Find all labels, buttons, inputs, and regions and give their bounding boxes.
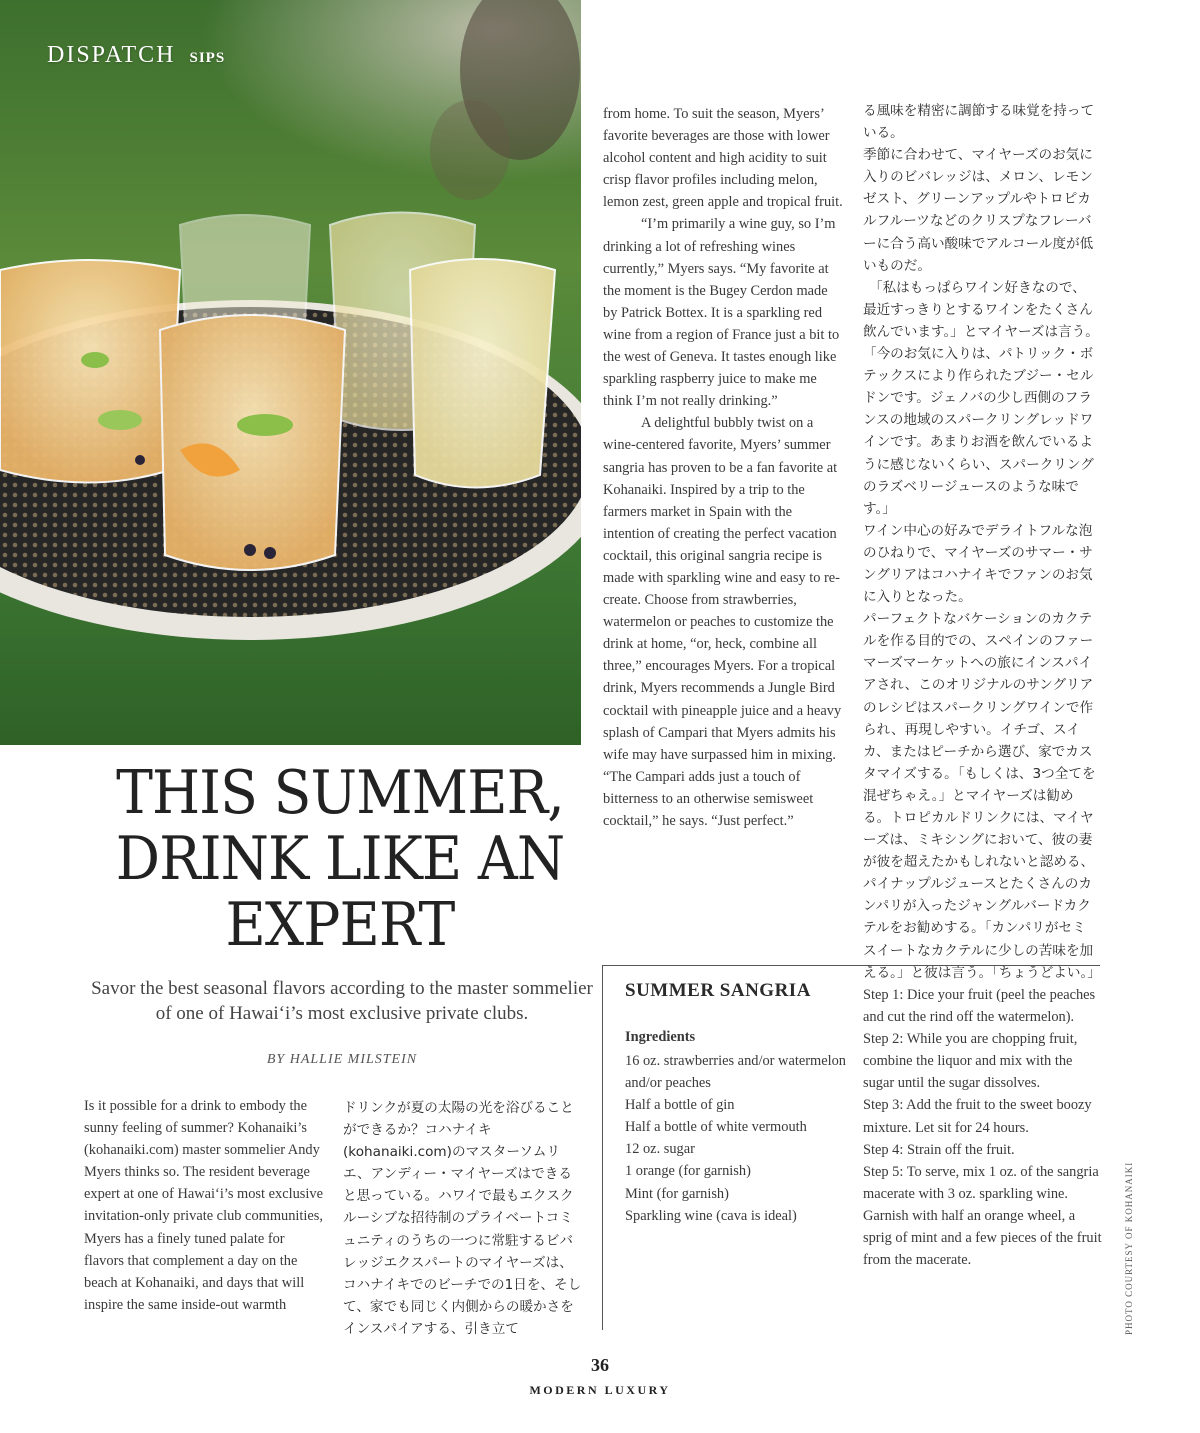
headline-line: THIS SUMMER,	[116, 758, 564, 828]
body-column-en-2	[603, 103, 843, 832]
ingredient-item: Half a bottle of gin	[625, 1097, 735, 1114]
paragraph: ワイン中心の好みでデライトフルな泡のひねりで、マイヤーズのサマー・サングリアはコハナイキでファンのお気に入りとなった。	[863, 522, 1093, 606]
headline-line: EXPERT	[225, 890, 455, 960]
article-headline	[115, 760, 566, 958]
hero-photo	[0, 0, 581, 745]
body-column-jp-2	[863, 100, 1099, 984]
headline-line: DRINK LIKE AN	[115, 824, 565, 894]
body-column-en-1	[84, 1095, 324, 1316]
recipe-title: SUMMER SANGRIA	[625, 980, 811, 1001]
ingredients-list	[625, 1050, 850, 1227]
ingredient-item: Half a bottle of white vermouth	[625, 1119, 807, 1136]
byline: BY HALLIE MILSTEIN	[266, 1052, 418, 1067]
paragraph: る風味を精密に調節する味覚を持っている。	[863, 103, 1095, 142]
ingredient-item: 16 oz. strawberries and/or watermelon and/or peaches	[625, 1053, 846, 1092]
recipe-steps	[863, 984, 1103, 1271]
paragraph: “I’m primarily a wine guy, so I’m drinking a lot of refreshing wines currently,” Myers says. “My favorite at the moment is the Bugey Cerdon made by Patrick Bottex. It is a sparkling red wine from a region of France just a bit to the west of Geneva. It tastes enough like sparkling raspberry juice to make me think I’m not really drinking.”	[603, 216, 840, 410]
paragraph: 「私はもっぱらワイン好きなので、最近すっきりとするワインをたくさん飲んでいます。」とマイヤーズは言う。「今のお気に入りは、パトリック・ボテックスにより作られたブジー・セルドンです。ジェノバの少し西側のフランスの地域のスパークリングレッドワインです。あまりお酒を飲んでいるように感じないくらい、スパークリングのラズベリージュースのような味です。」	[863, 279, 1099, 517]
recipe-step: Step 2: While you are chopping fruit, combine the liquor and mix with the sugar until the sugar dissolves.	[863, 1031, 1078, 1092]
ingredient-item: Mint (for garnish)	[625, 1185, 729, 1202]
recipe-step: Step 4: Strain off the fruit.	[863, 1141, 1015, 1158]
recipe-step: Step 1: Dice your fruit (peel the peaches and cut the rind off the watermelon).	[863, 987, 1096, 1026]
body-column-jp-1	[343, 1097, 583, 1340]
paragraph: A delightful bubbly twist on a wine-centered favorite, Myers’ summer sangria has proven to be a fan favorite at Kohanaiki. Inspired by a trip to the farmers market in Spain with the intention of creating the perfect vacation cocktail, this original sangria recipe is made with sparkling wine and easy to re-create. Choose from strawberries, watermelon or peaches to customize the drink at home, “or, heck, combine all three,” encourages Myers. For a tropical drink, Myers recommends a Jungle Bird cocktail with pineapple juice and a heavy splash of Campari that Myers admits his wife may have surpassed him in mixing. “The Campari adds just a touch of bitterness to an otherwise semisweet cocktail,” he says. “Just perfect.”	[603, 415, 842, 829]
ingredient-item: 12 oz. sugar	[625, 1141, 695, 1158]
recipe-step: Step 5: To serve, mix 1 oz. of the sangria macerate with 3 oz. sparkling wine. Garnish with half an orange wheel, a sprig of mint and a few pieces of the fruit from the macerate.	[863, 1163, 1102, 1269]
magazine-name: MODERN LUXURY	[529, 1383, 671, 1397]
recipe-box-left-rule	[602, 965, 603, 1330]
ingredients-heading: Ingredients	[625, 1029, 696, 1045]
page-number: 36	[591, 1355, 609, 1375]
paragraph: ドリンクが夏の太陽の光を浴びることができるか？コハナイキ(kohanaiki.com)のマスターソムリエ、アンディー・マイヤーズはできると思っている。ハワイで最もエクスクルーシブな招待制のプライベートコミュニティのうちの一つに常駐するビバレッジエクスパートのマイヤーズは、コハナイキでのビーチでの1日を、そして、家でも同じく内側からの暖かさをインスパイアする、引き立て	[343, 1100, 582, 1337]
recipe-step: Step 3: Add the fruit to the sweet boozy mixture. Let sit for 24 hours.	[863, 1097, 1092, 1136]
paragraph: 季節に合わせて、マイヤーズのお気に入りのビバレッジは、メロン、レモンゼスト、グリーンアップルやトロピカルフルーツなどのクリスプなフレーバーに合う高い酸味でアルコール度が低いものだ。	[863, 147, 1094, 274]
ingredient-item: 1 orange (for garnish)	[625, 1163, 751, 1180]
paragraph: パーフェクトなバケーションのカクテルを作る目的での、スペインのファーマーズマーケットへの旅にインスパイアされ、このオリジナルのサングリアのレシピはスパークリングワインで作られ、再現しやすい。イチゴ、スイカ、またはピーチから選び、家でカスタマイズする。「もしくは、3つ全てを混ぜちゃえ。」とマイヤーズは勧める。トロピカルドリンクには、マイヤーズは、ミキシングにおいて、彼の妻が彼を超えたかもしれないと認める、パイナップルジュースとたくさんのカンパリが入ったジャングルバードカクテルをお勧めする。「カンパリがセミスイートなカクテルに少しの苦味を加える。」と彼は言う。「ちょうどよい。」	[863, 611, 1101, 981]
cocktail-tray-illustration	[0, 0, 581, 745]
recipe-box-top-rule	[602, 965, 1100, 966]
paragraph: from home. To suit the season, Myers’ favorite beverages are those with lower alcohol content and high acidity to suit crisp flavor profiles including melon, lemon zest, green apple and tropical fruit.	[603, 106, 843, 211]
photo-credit: PHOTO COURTESY OF KOHANAIKI	[1124, 1161, 1134, 1335]
ingredient-item: Sparkling wine (cava is ideal)	[625, 1207, 797, 1224]
section-name: DISPATCH	[47, 42, 176, 68]
section-label	[47, 42, 225, 69]
article-deck: Savor the best seasonal flavors according to the master sommelier of one of Hawai‘i’s most exclusive private clubs.	[91, 978, 593, 1024]
subsection-name: SIPS	[189, 50, 226, 66]
paragraph: Is it possible for a drink to embody the sunny feeling of summer? Kohanaiki’s (kohanaiki.com) master sommelier Andy Myers thinks so. The resident beverage expert at one of Hawai‘i’s most exclusive invitation-only private club communities, Myers has a finely tuned palate for flavors that complement a day on the beach at Kohanaiki, and days that will inspire the same inside-out warmth	[84, 1098, 323, 1313]
